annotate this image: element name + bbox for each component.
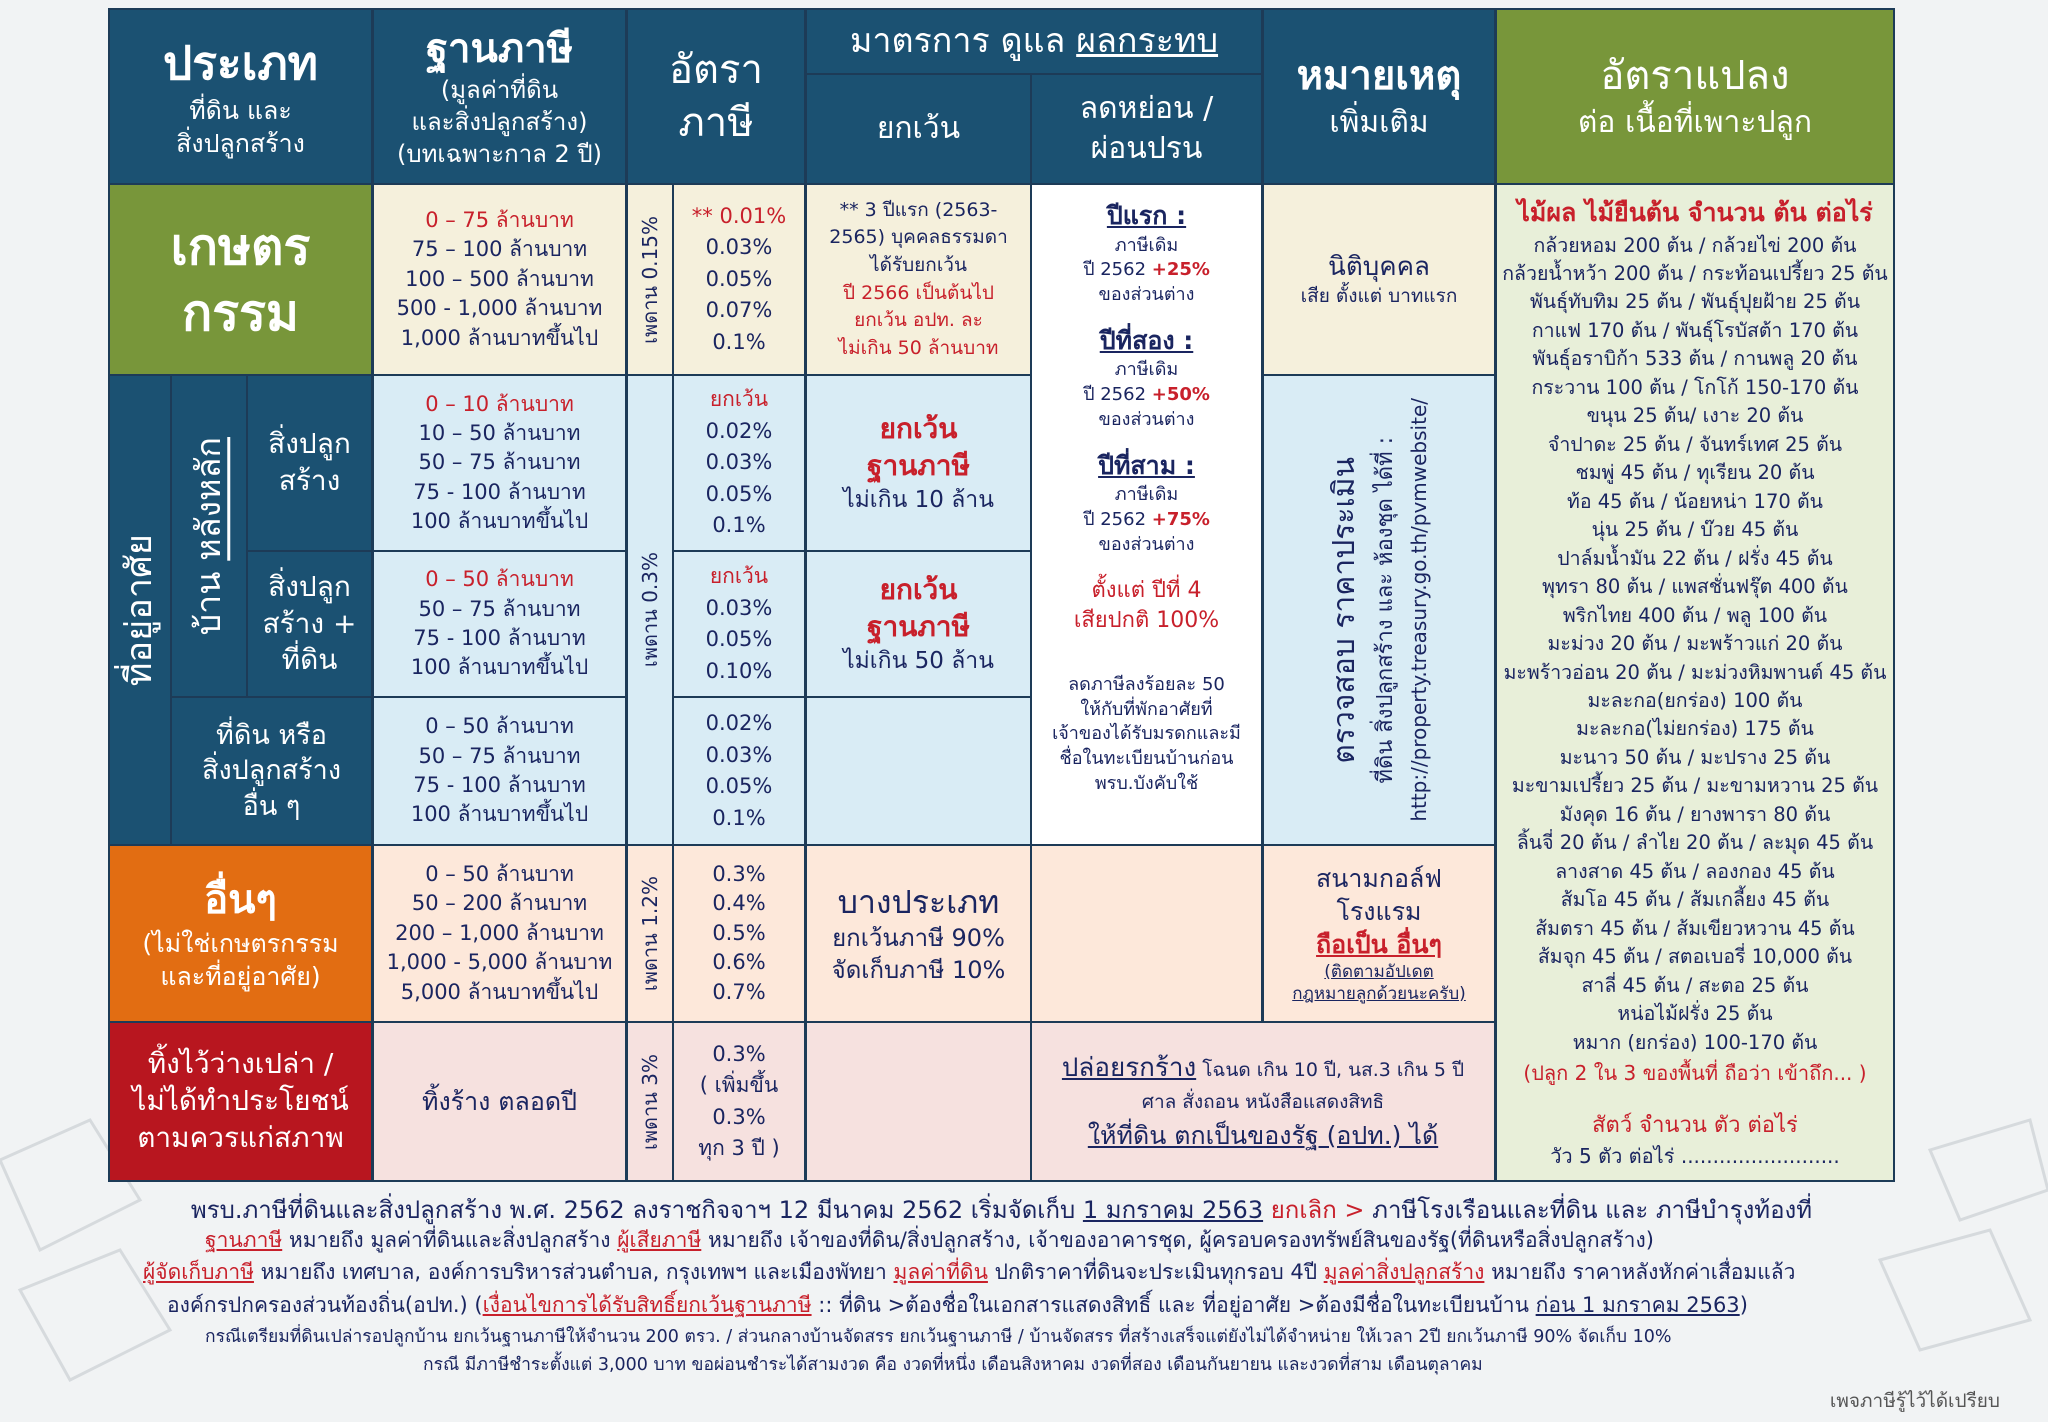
res-r2-rates-cell [672, 550, 806, 698]
footer-line-3 [143, 1256, 2003, 1289]
res-r2-base-cell [372, 550, 627, 698]
reduce-y3-c: ของส่วนต่าง [1098, 534, 1195, 556]
res-r3-rate-0: 0.02% [705, 711, 773, 735]
agri-base-cell [372, 183, 627, 376]
other-note-l2: โรงแรม [1336, 896, 1422, 926]
other-exempt-cell [805, 844, 1032, 1023]
header-type-title: ประเภท [163, 36, 318, 91]
reduce-y2-b: ปี 2562 [1083, 384, 1152, 406]
other-note-l4: (ติดตามอัปเดต [1324, 961, 1434, 982]
footer-line-4 [167, 1289, 2027, 1322]
vacant-base: ทิ้งร้าง ตลอดปี [422, 1087, 577, 1116]
res-r2-rate-3: 0.10% [705, 658, 773, 683]
res-r2-base-2: 75 - 100 ล้านบาท [413, 626, 586, 650]
vacant-rate-0: 0.3% [712, 1041, 766, 1066]
vacant-note-cell [1030, 1021, 1496, 1182]
footer-landvalue-term: มูลค่าที่ดิน [893, 1260, 988, 1284]
vacant-rates-cell [672, 1021, 806, 1182]
conversion-item: ท้อ 45 ต้น / น้อยหน่า 170 ต้น [1567, 489, 1823, 513]
res-r3-exempt-cell [805, 696, 1032, 846]
conversion-item: กล้วยหอม 200 ต้น / กล้วยไข่ 200 ต้น [1533, 233, 1857, 257]
header-base-cell [372, 8, 627, 185]
res-label-cell [108, 374, 172, 846]
conversion-item: ส้มจุก 45 ต้น / สตอเบอรี่ 10,000 ต้น [1537, 945, 1853, 969]
res-r2-rate-1: 0.03% [705, 595, 773, 620]
other-sub-l2: และที่อยู่อาศัย) [160, 961, 321, 991]
res-r1-exempt-l1: ยกเว้น [879, 411, 958, 445]
other-base-0: 0 – 50 ล้านบาท [425, 862, 574, 887]
conversion-item: กล้วยน้ำหว้า 200 ต้น / กระท้อนเปรี้ยว 25 ต้น [1502, 261, 1888, 285]
conversion-item: มะม่วง 20 ต้น / มะพร้าวแก่ 20 ต้น [1547, 632, 1843, 656]
reduce-y1-a: ภาษีเดิม [1114, 234, 1179, 256]
agri-base-3: 500 - 1,000 ล้านบาท [396, 296, 603, 321]
header-rate-l2: ภาษี [678, 99, 754, 146]
other-exempt-l3: จัดเก็บภาษี 10% [831, 955, 1006, 984]
res-r1-base-0: 0 – 10 ล้านบาท [425, 391, 574, 416]
res-r2-base-3: 100 ล้านบาทขึ้นไป [410, 655, 589, 680]
reduce-y3-b: ปี 2562 [1083, 509, 1152, 531]
res-r2-label-l1: สิ่งปลูก [268, 569, 351, 603]
conversion-item: มะขามเปรี้ยว 25 ต้น / มะขามหวาน 25 ต้น [1511, 774, 1879, 798]
res-r2-base-1: 50 – 75 ล้านบาท [418, 596, 581, 621]
reduce-phases-cell [1030, 183, 1263, 846]
conversion-item: มังคุด 16 ต้น / ยางพารา 80 ต้น [1559, 802, 1831, 826]
vacant-rate-1: ( เพิ่มขึ้น [699, 1073, 779, 1097]
res-r1-label-l2: สร้าง [278, 464, 341, 497]
reduce-y1-title: ปีแรก : [1106, 201, 1187, 230]
res-r1-rate-3: 0.05% [705, 481, 773, 506]
reduce-heir-2: เจ้าของได้รับมรดกและมี [1052, 723, 1241, 745]
res-r3-base-2: 75 - 100 ล้านบาท [413, 773, 586, 797]
conversion-item: มะละกอ(ยกร่อง) 100 ต้น [1587, 689, 1803, 712]
header-base-sub2: และสิ่งปลูกสร้าง) [411, 108, 588, 137]
reduce-heir-1: ให้กับที่พักอาศัยที่ [1080, 698, 1213, 720]
reduce-y2-a: ภาษีเดิม [1114, 359, 1179, 381]
other-rate-0: 0.3% [712, 862, 766, 887]
header-conv-l2: ต่อ เนื้อที่เพาะปลูก [1577, 105, 1813, 141]
footer-lgo-text: องค์กรปกครองส่วนท้องถิ่น(อปท.) ( [167, 1293, 483, 1317]
conversion-item: นุ่น 25 ต้น / บ๊วย 45 ต้น [1591, 518, 1799, 542]
res-r3-label-l3: อื่น ๆ [242, 790, 301, 822]
agri-base-2: 100 – 500 ล้านบาท [405, 266, 594, 291]
conversion-list-cell [1495, 183, 1895, 1182]
agri-ceiling: เพดาน 0.15% [637, 215, 662, 344]
reduce-y1-b: ปี 2562 [1083, 259, 1152, 281]
res-r1-base-1: 10 – 50 ล้านบาท [418, 420, 581, 445]
footer-collector-term: ผู้จัดเก็บภาษี [143, 1260, 254, 1284]
header-rate-cell [626, 8, 806, 185]
vacant-note-l3: ให้ที่ดิน ตกเป็นของรัฐ (อปท.) ได้ [1087, 1120, 1439, 1150]
vacant-note-rest: โฉนด เกิน 10 ปี, นส.3 เกิน 5 ปี [1196, 1059, 1465, 1081]
vacant-rate-2: 0.3% [712, 1104, 766, 1129]
res-r1-label-l1: สิ่งปลูก [268, 427, 351, 461]
reduce-heir-3: ชื่อในทะเบียนบ้านก่อน [1059, 748, 1234, 770]
header-base-title: ฐานภาษี [425, 25, 574, 72]
res-r3-label-l2: สิ่งปลูกสร้าง [201, 755, 342, 787]
conversion-item: สาลี่ 45 ต้น / สะตอ 25 ต้น [1581, 973, 1809, 997]
other-rates-cell [672, 844, 806, 1023]
header-base-sub1: (มูลค่าที่ดิน [440, 76, 559, 105]
res-r3-label-cell [170, 696, 373, 846]
conversion-item: ส้มโอ 45 ต้น / ส้มเกลี้ยง 45 ต้น [1560, 888, 1830, 912]
reduce-y1-c: ของส่วนต่าง [1098, 284, 1195, 306]
conversion-item: พันธุ์ทับทิม 25 ต้น / พันธุ์ปุยฝ้าย 25 ต้น [1529, 290, 1861, 314]
other-label: อื่นๆ [204, 877, 277, 924]
conversion-item: พันธุ์อราบิก้า 533 ต้น / กานพลู 20 ต้น [1532, 347, 1858, 371]
footer-taxpayer-term: ผู้เสียภาษี [617, 1228, 702, 1252]
reduce-y4-b: เสียปกติ 100% [1073, 608, 1220, 634]
res-r2-label-l2: สร้าง + [262, 606, 357, 640]
conversion-item: มะละกอ(ไม่ยกร่อง) 175 ต้น [1576, 717, 1814, 741]
res-r2-label-cell [246, 550, 373, 698]
res-r3-rate-3: 0.1% [712, 805, 766, 830]
header-rate-l1: อัตรา [669, 46, 763, 93]
other-note-l1: สนามกอล์ฟ [1315, 863, 1443, 893]
agri-exempt-cell [805, 183, 1032, 376]
other-rate-1: 0.4% [712, 891, 766, 916]
footer-start-date: 1 มกราคม 2563 [1082, 1196, 1264, 1224]
header-notes-l2: เพิ่มเติม [1329, 105, 1429, 141]
other-base-3: 1,000 - 5,000 ล้านบาท [386, 950, 613, 975]
res-r1-base-2: 50 – 75 ล้านบาท [418, 450, 581, 475]
res-main-house-cell [170, 374, 248, 698]
header-measures-cell [805, 8, 1263, 75]
res-r3-base-0: 0 – 50 ล้านบาท [425, 714, 574, 739]
agri-ceiling-cell [626, 183, 674, 376]
res-r1-rate-1: 0.02% [705, 418, 773, 443]
vacant-ceiling-cell [626, 1021, 674, 1182]
agri-note-cell [1262, 183, 1496, 376]
res-r3-base-3: 100 ล้านบาทขึ้นไป [410, 802, 589, 827]
agri-note-l1: นิติบุคคล [1328, 251, 1430, 282]
header-base-sub3: (บทเฉพาะกาล 2 ปี) [397, 139, 602, 168]
res-r3-base-1: 50 – 75 ล้านบาท [418, 743, 581, 768]
footer-credit: เพจภาษีรู้ไว้ได้เปรียบ [1829, 1390, 2000, 1412]
other-base-cell [372, 844, 627, 1023]
header-type-sub2: สิ่งปลูกสร้าง [176, 128, 305, 158]
reduce-y1-pct: +25% [1151, 259, 1210, 281]
res-r3-rates-cell [672, 696, 806, 846]
other-label-cell [108, 844, 373, 1023]
other-reduce-cell [1030, 844, 1263, 1023]
header-type-cell [108, 8, 373, 185]
agri-rate-1: 0.03% [705, 235, 773, 260]
res-r1-rates-cell [672, 374, 806, 552]
conversion-item: ลิ้นจี่ 20 ต้น / ลำไย 20 ต้น / ละมุด 45 ต้น [1516, 831, 1874, 855]
agri-base-1: 75 – 100 ล้านบาท [411, 237, 588, 262]
footer-act-text: พรบ.ภาษีที่ดินและสิ่งปลูกสร้าง พ.ศ. 2562 ลงราชกิจจาฯ 12 มีนาคม 2562 เริ่มจัดเก็บ [190, 1196, 1083, 1224]
vacant-base-cell [372, 1021, 627, 1182]
vacant-label-cell [108, 1021, 373, 1182]
vacant-label-l3: ตามควรแก่สภาพ [137, 1120, 344, 1154]
header-reduce-l2: ผ่อนปรน [1090, 131, 1203, 166]
res-check-l2: ที่ดิน สิ่งปลูกสร้าง และ ห้องชุด ได้ที่ : [1373, 436, 1399, 784]
footer-line-5: กรณีเตรียมที่ดินเปล่ารอปลูกบ้าน ยกเว้นฐานภาษีให้จำนวน 200 ตรว. / ส่วนกลางบ้านจัดสรร ยกเว้นฐานภาษี / บ้านจัดสรร ที่สร้างเสร็จแต่ยังไม่ได้จำหน่าย ให้เวลา 2ปี ยกเว้นภาษี 90% จัดเก็บ 10% [205, 1327, 1672, 1347]
other-rate-4: 0.7% [712, 979, 766, 1004]
conversion-items [1502, 232, 1888, 1058]
vacant-exempt-cell [805, 1021, 1032, 1182]
conversion-item: ชมพู่ 45 ต้น / ทุเรียน 20 ต้น [1575, 461, 1815, 485]
res-ceiling: เพดาน 0.3% [637, 552, 662, 668]
footer-condition-text: :: ที่ดิน >ต้องชื่อในเอกสารแสดงสิทธิ์ และ ที่อยู่อาศัย >ต้องมีชื่อในทะเบียนบ้าน [811, 1293, 1536, 1317]
agri-exempt-5: ไม่เกิน 50 ล้านบาท [838, 336, 999, 359]
res-r2-label-l3: ที่ดิน [281, 643, 338, 677]
header-type-sub1: ที่ดิน และ [189, 95, 292, 125]
reduce-heir-4: พรบ.บังคับใช้ [1094, 772, 1199, 794]
header-reduce-cell [1030, 73, 1263, 185]
res-check-price-cell [1262, 374, 1496, 846]
footer-taxpayer-def: หมายถึง เจ้าของที่ดิน/สิ่งปลูกสร้าง, เจ้าของอาคารชุด, ผู้ครอบครองทรัพย์สินของรัฐ(ที่ดินหรือสิ่งปลูกสร้าง) [701, 1228, 1654, 1252]
reduce-y3-pct: +75% [1151, 509, 1210, 531]
footer-buildingvalue-term: มูลค่าสิ่งปลูกสร้าง [1323, 1260, 1485, 1284]
agri-note-l2: เสีย ตั้งแต่ บาทแรก [1300, 285, 1458, 308]
res-main-house-u: หลังหลัก [188, 436, 229, 561]
footer-line-2 [205, 1224, 2048, 1257]
footer-base-def: หมายถึง มูลค่าที่ดินและสิ่งปลูกสร้าง [282, 1228, 618, 1252]
res-check-url-link[interactable]: http://property.treasury.go.th/pvmwebsite/ [1407, 398, 1432, 822]
footer-cancel-label: ยกเลิก > [1263, 1196, 1373, 1224]
res-r1-rate-4: 0.1% [712, 513, 766, 538]
agri-rate-3: 0.07% [705, 298, 773, 323]
res-r1-rate-0: ยกเว้น [709, 387, 769, 412]
reduce-y3-title: ปีที่สาม : [1098, 450, 1195, 480]
conversion-red-note: (ปลูก 2 ใน 3 ของพื้นที่ ถือว่า เข้าถึก... ) [1523, 1061, 1867, 1086]
footer-landvalue-def: ปกติราคาที่ดินจะประเมินทุกรอบ 4ปี [987, 1260, 1324, 1284]
vacant-label-l2: ไม่ได้ทำประโยชน์ [132, 1084, 349, 1118]
res-r3-rate-2: 0.05% [705, 774, 773, 798]
conversion-item: มะพร้าวอ่อน 20 ต้น / มะม่วงหิมพานต์ 45 ต้น [1503, 660, 1887, 684]
res-r1-exempt-l3: ไม่เกิน 10 ล้าน [843, 486, 994, 513]
agri-rate-0: ** 0.01% [691, 203, 787, 228]
footer-condition-term: เงื่อนไขการได้รับสิทธิ์ยกเว้นฐานภาษี [482, 1293, 812, 1317]
agri-base-0: 0 – 75 ล้านบาท [425, 208, 574, 233]
vacant-note-l2: ศาล สั่งถอน หนังสือแสดงสิทธิ [1141, 1091, 1385, 1113]
agri-rates-cell [672, 183, 806, 376]
conversion-item: พุทรา 80 ต้น / แพสชั่นฟรุ๊ต 400 ต้น [1542, 575, 1848, 599]
agri-exempt-3: ปี 2566 เป็นต้นไป [843, 281, 994, 304]
footer-close-paren: ) [1739, 1293, 1748, 1317]
res-main-house-pre: บ้าน [188, 560, 229, 636]
agri-exempt-2: ได้รับยกเว้น [870, 253, 967, 276]
reduce-y2-pct: +50% [1151, 384, 1210, 406]
agri-exempt-4: ยกเว้น อปท. ละ [854, 309, 983, 332]
res-r3-label-l1: ที่ดิน หรือ [216, 719, 327, 751]
other-rate-3: 0.6% [712, 950, 766, 975]
conversion-item: ปาล์มน้ำมัน 22 ต้น / ฝรั่ง 45 ต้น [1557, 546, 1833, 570]
res-check-l1: ตรวจสอบ ราคาประเมิน [1327, 456, 1363, 764]
header-reduce-l1: ลดหย่อน / [1079, 91, 1214, 127]
vacant-ceiling: เพดาน 3% [637, 1053, 662, 1150]
other-ceiling-cell [626, 844, 674, 1023]
other-exempt-l1: บางประเภท [837, 882, 1000, 921]
footer-buildingvalue-def: หมายถึง ราคาหลังหักค่าเสื่อมแล้ว [1484, 1260, 1796, 1284]
conversion-item: กระวาน 100 ต้น / โกโก้ 150-170 ต้น [1531, 375, 1859, 399]
reduce-y3-a: ภาษีเดิม [1114, 484, 1179, 506]
agri-exempt-1: 2565) บุคคลธรรมดา [829, 226, 1008, 249]
agri-base-4: 1,000 ล้านบาทขึ้นไป [400, 325, 599, 350]
other-ceiling: เพดาน 1.2% [637, 875, 662, 992]
reduce-y4-a: ตั้งแต่ ปีที่ 4 [1091, 577, 1202, 603]
footer-cancel-text: ภาษีโรงเรือนและที่ดิน และ ภาษีบำรุงท้องที่ [1372, 1196, 1813, 1224]
res-r2-exempt-cell [805, 550, 1032, 698]
conversion-item: พริกไทย 400 ต้น / พลู 100 ต้น [1562, 603, 1828, 627]
res-ceiling-cell [626, 374, 674, 846]
footer-line-6: กรณี มีภาษีชำระตั้งแต่ 3,000 บาท ขอผ่อนชำระได้สามงวด คือ งวดที่หนึ่ง เดือนสิงหาคม งวดที่สอง เดือนกันยายน และงวดที่สาม เดือนตุลาคม [423, 1355, 1483, 1375]
footer-condition-date: ก่อน 1 มกราคม 2563 [1535, 1293, 1740, 1317]
other-note-l5: กฎหมายลูกด้วยนะครับ) [1292, 984, 1466, 1004]
header-measures-underlined: ผลกระทบ [1076, 21, 1219, 62]
conversion-animal-title: สัตว์ จำนวน ตัว ต่อไร่ [1592, 1113, 1798, 1139]
res-r2-exempt-l3: ไม่เกิน 50 ล้าน [843, 647, 994, 674]
res-r3-base-cell [372, 696, 627, 846]
res-r2-rate-2: 0.05% [705, 627, 773, 651]
agri-rate-4: 0.1% [712, 329, 766, 354]
conversion-item: ลางสาด 45 ต้น / ลองกอง 45 ต้น [1555, 859, 1835, 883]
conversion-item: หน่อไม้ฝรั่ง 25 ต้น [1617, 1002, 1773, 1026]
other-rate-2: 0.5% [712, 920, 766, 945]
conversion-item: ขนุน 25 ต้น/ เงาะ 20 ต้น [1586, 404, 1804, 428]
footer-collector-def: หมายถึง เทศบาล, องค์การบริหารส่วนตำบล, กรุงเทพฯ และเมืองพัทยา [253, 1260, 894, 1284]
conversion-animal-line: วัว 5 ตัว ต่อไร่ ......................... [1550, 1144, 1840, 1169]
header-notes-cell [1262, 8, 1496, 185]
res-r1-exempt-l2: ฐานภาษี [867, 448, 970, 482]
conversion-item: จำปาดะ 25 ต้น / จันทร์เทศ 25 ต้น [1547, 432, 1843, 456]
reduce-y2-title: ปีที่สอง : [1099, 325, 1194, 355]
conversion-item: กาแฟ 170 ต้น / พันธุ์โรบัสต้า 170 ต้น [1531, 318, 1859, 342]
other-note-l3: ถือเป็น อื่นๆ [1316, 929, 1442, 959]
res-r2-base-0: 0 – 50 ล้านบาท [425, 567, 574, 592]
res-r1-base-3: 75 - 100 ล้านบาท [413, 479, 586, 504]
res-label: ที่อยู่อาศัย [119, 533, 161, 687]
res-r1-base-4: 100 ล้านบาทขึ้นไป [410, 509, 589, 534]
vacant-note-title: ปล่อยรกร้าง [1061, 1053, 1197, 1083]
res-r1-label-cell [246, 374, 373, 552]
conversion-item: มะนาว 50 ต้น / มะปราง 25 ต้น [1559, 745, 1831, 769]
header-conv-l1: อัตราแปลง [1600, 53, 1790, 100]
reduce-heir-0: ลดภาษีลงร้อยละ 50 [1068, 673, 1225, 695]
other-base-2: 200 – 1,000 ล้านบาท [395, 920, 604, 945]
agri-exempt-0: ** 3 ปีแรก (2563- [839, 198, 998, 221]
res-r3-rate-1: 0.03% [705, 742, 773, 767]
res-r2-exempt-l2: ฐานภาษี [867, 609, 970, 643]
agri-label-l2: กรรม [182, 283, 299, 342]
res-r1-exempt-cell [805, 374, 1032, 552]
agri-rate-2: 0.05% [705, 266, 773, 291]
res-r2-rate-0: ยกเว้น [709, 564, 769, 588]
agri-label-l1: เกษตร [170, 217, 311, 276]
res-r1-rate-2: 0.03% [705, 450, 773, 475]
vacant-label-l1: ทิ้งไว้ว่างเปล่า / [147, 1047, 334, 1081]
reduce-y2-c: ของส่วนต่าง [1098, 409, 1195, 431]
conversion-item: หมาก (ยกร่อง) 100-170 ต้น [1572, 1030, 1818, 1054]
other-base-4: 5,000 ล้านบาทขึ้นไป [400, 979, 599, 1004]
res-r2-exempt-l1: ยกเว้น [879, 572, 958, 606]
other-sub-l1: (ไม่ใช่เกษตรกรรม [142, 928, 339, 958]
conversion-item: ส้มตรา 45 ต้น / ส้มเขียวหวาน 45 ต้น [1535, 916, 1855, 940]
other-base-1: 50 – 200 ล้านบาท [411, 891, 588, 916]
conversion-title: ไม้ผล ไม้ยืนต้น จำนวน ต้น ต่อไร่ [1517, 198, 1873, 227]
header-exempt-label: ยกเว้น [876, 111, 961, 147]
res-r1-base-cell [372, 374, 627, 552]
header-measures-text: มาตรการ ดูแล [849, 21, 1077, 62]
agri-label-cell [108, 183, 373, 376]
other-exempt-l2: ยกเว้นภาษี 90% [832, 923, 1005, 952]
other-note-cell [1262, 844, 1496, 1023]
vacant-rate-3: ทุก 3 ปี ) [698, 1136, 780, 1160]
header-exempt-cell [805, 73, 1032, 185]
header-notes-l1: หมายเหตุ [1296, 53, 1462, 100]
footer-base-term: ฐานภาษี [205, 1228, 283, 1252]
header-conversion-cell [1495, 8, 1895, 185]
